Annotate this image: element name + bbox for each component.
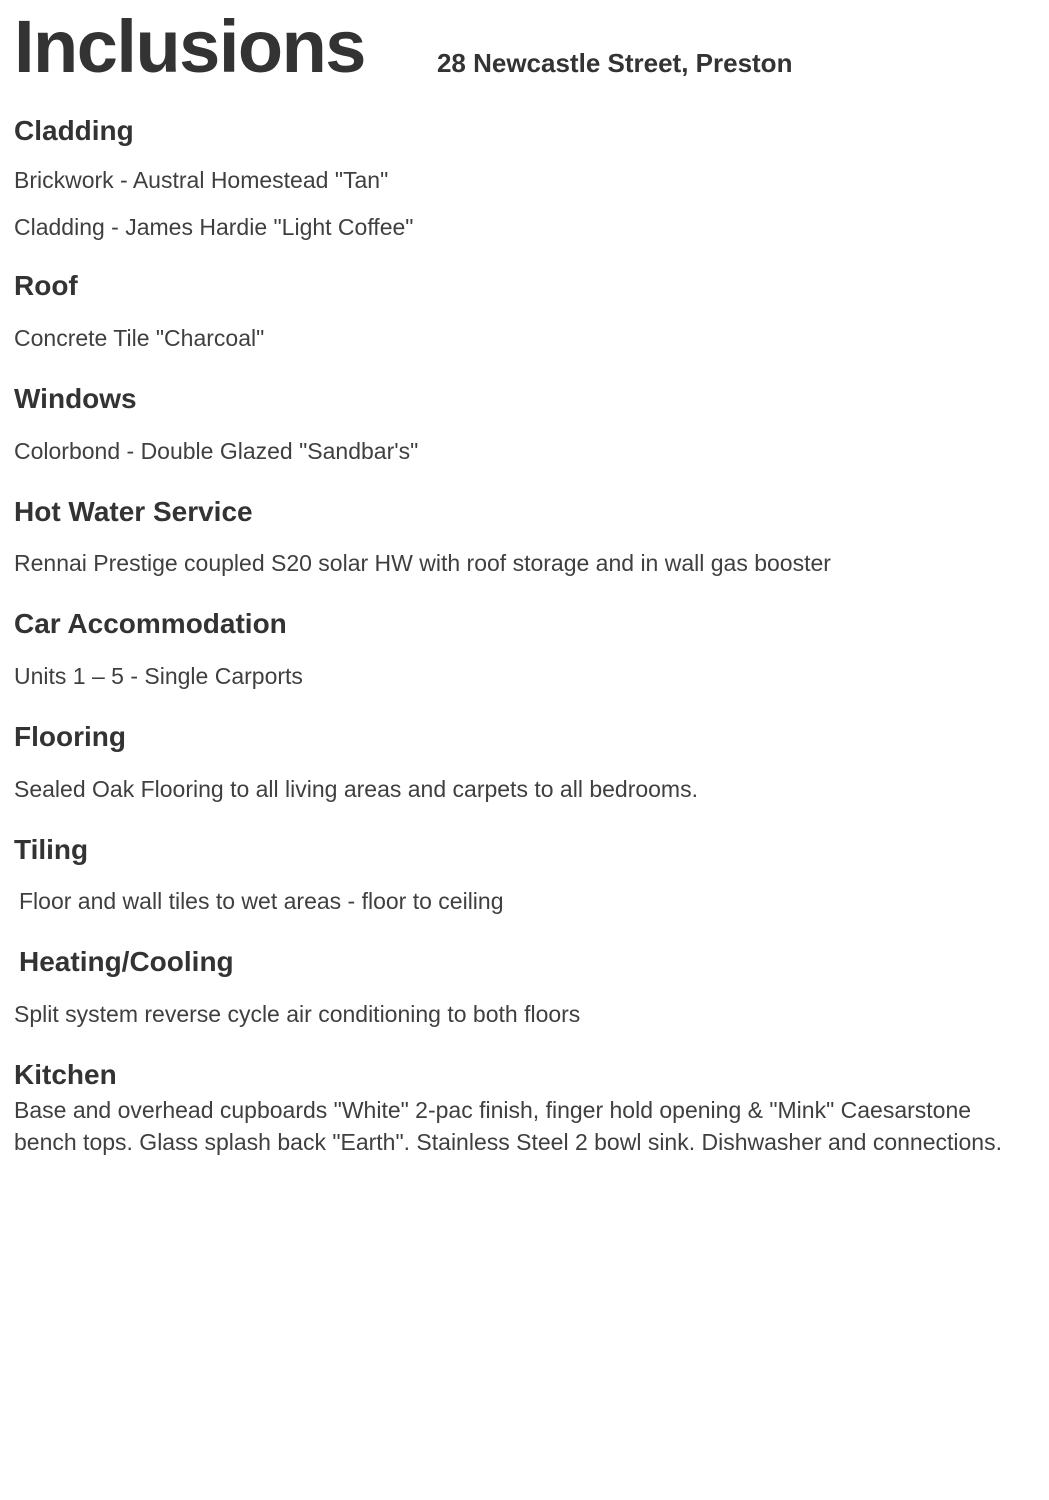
section-line: Sealed Oak Flooring to all living areas and carpets to all bedrooms. [14, 775, 698, 802]
section-line: Floor and wall tiles to wet areas - floor to ceiling [19, 888, 504, 915]
property-address: 28 Newcastle Street, Preston [436, 48, 793, 78]
section-heading-heating-cooling: Heating/Cooling [19, 946, 234, 978]
section-heading-flooring: Flooring [14, 720, 126, 752]
section-heading-kitchen: Kitchen [14, 1058, 117, 1090]
page-title: Inclusions [14, 5, 365, 88]
section-windows [14, 382, 1035, 467]
section-line: Units 1 – 5 - Single Carports [14, 662, 303, 689]
section-kitchen [14, 1058, 1035, 1159]
section-heating-cooling [14, 945, 1035, 1030]
section-heading-windows: Windows [14, 383, 137, 415]
section-heading-roof: Roof [14, 270, 78, 302]
section-heading-tiling: Tiling [14, 833, 89, 865]
section-line: Cladding - James Hardie "Light Coffee" [14, 214, 414, 241]
section-tiling [14, 833, 1035, 918]
section-line: Split system reverse cycle air conditioning to both floors [14, 1000, 581, 1027]
section-line: Concrete Tile "Charcoal" [14, 324, 265, 351]
document-header [0, 0, 1049, 86]
section-car-accommodation [14, 607, 1035, 692]
section-cladding [14, 114, 1035, 244]
section-flooring [14, 720, 1035, 805]
section-line: Brickwork - Austral Homestead "Tan" [14, 167, 389, 194]
section-heading-hot-water-service: Hot Water Service [14, 495, 253, 527]
section-roof [14, 269, 1035, 354]
section-hot-water-service [14, 495, 1035, 580]
section-line: Rennai Prestige coupled S20 solar HW with roof storage and in wall gas booster [14, 550, 831, 577]
section-heading-cladding: Cladding [14, 114, 134, 146]
section-line: Base and overhead cupboards "White" 2-pac finish, finger hold opening & "Mink" Caesarstone bench tops. Glass splash back "Earth". Stainless Steel 2 bowl sink. Dishwasher and connections. [14, 1097, 1002, 1156]
section-heading-car-accommodation: Car Accommodation [14, 608, 287, 640]
inclusions-list [0, 114, 1049, 1159]
section-line: Colorbond - Double Glazed "Sandbar's" [14, 437, 419, 464]
